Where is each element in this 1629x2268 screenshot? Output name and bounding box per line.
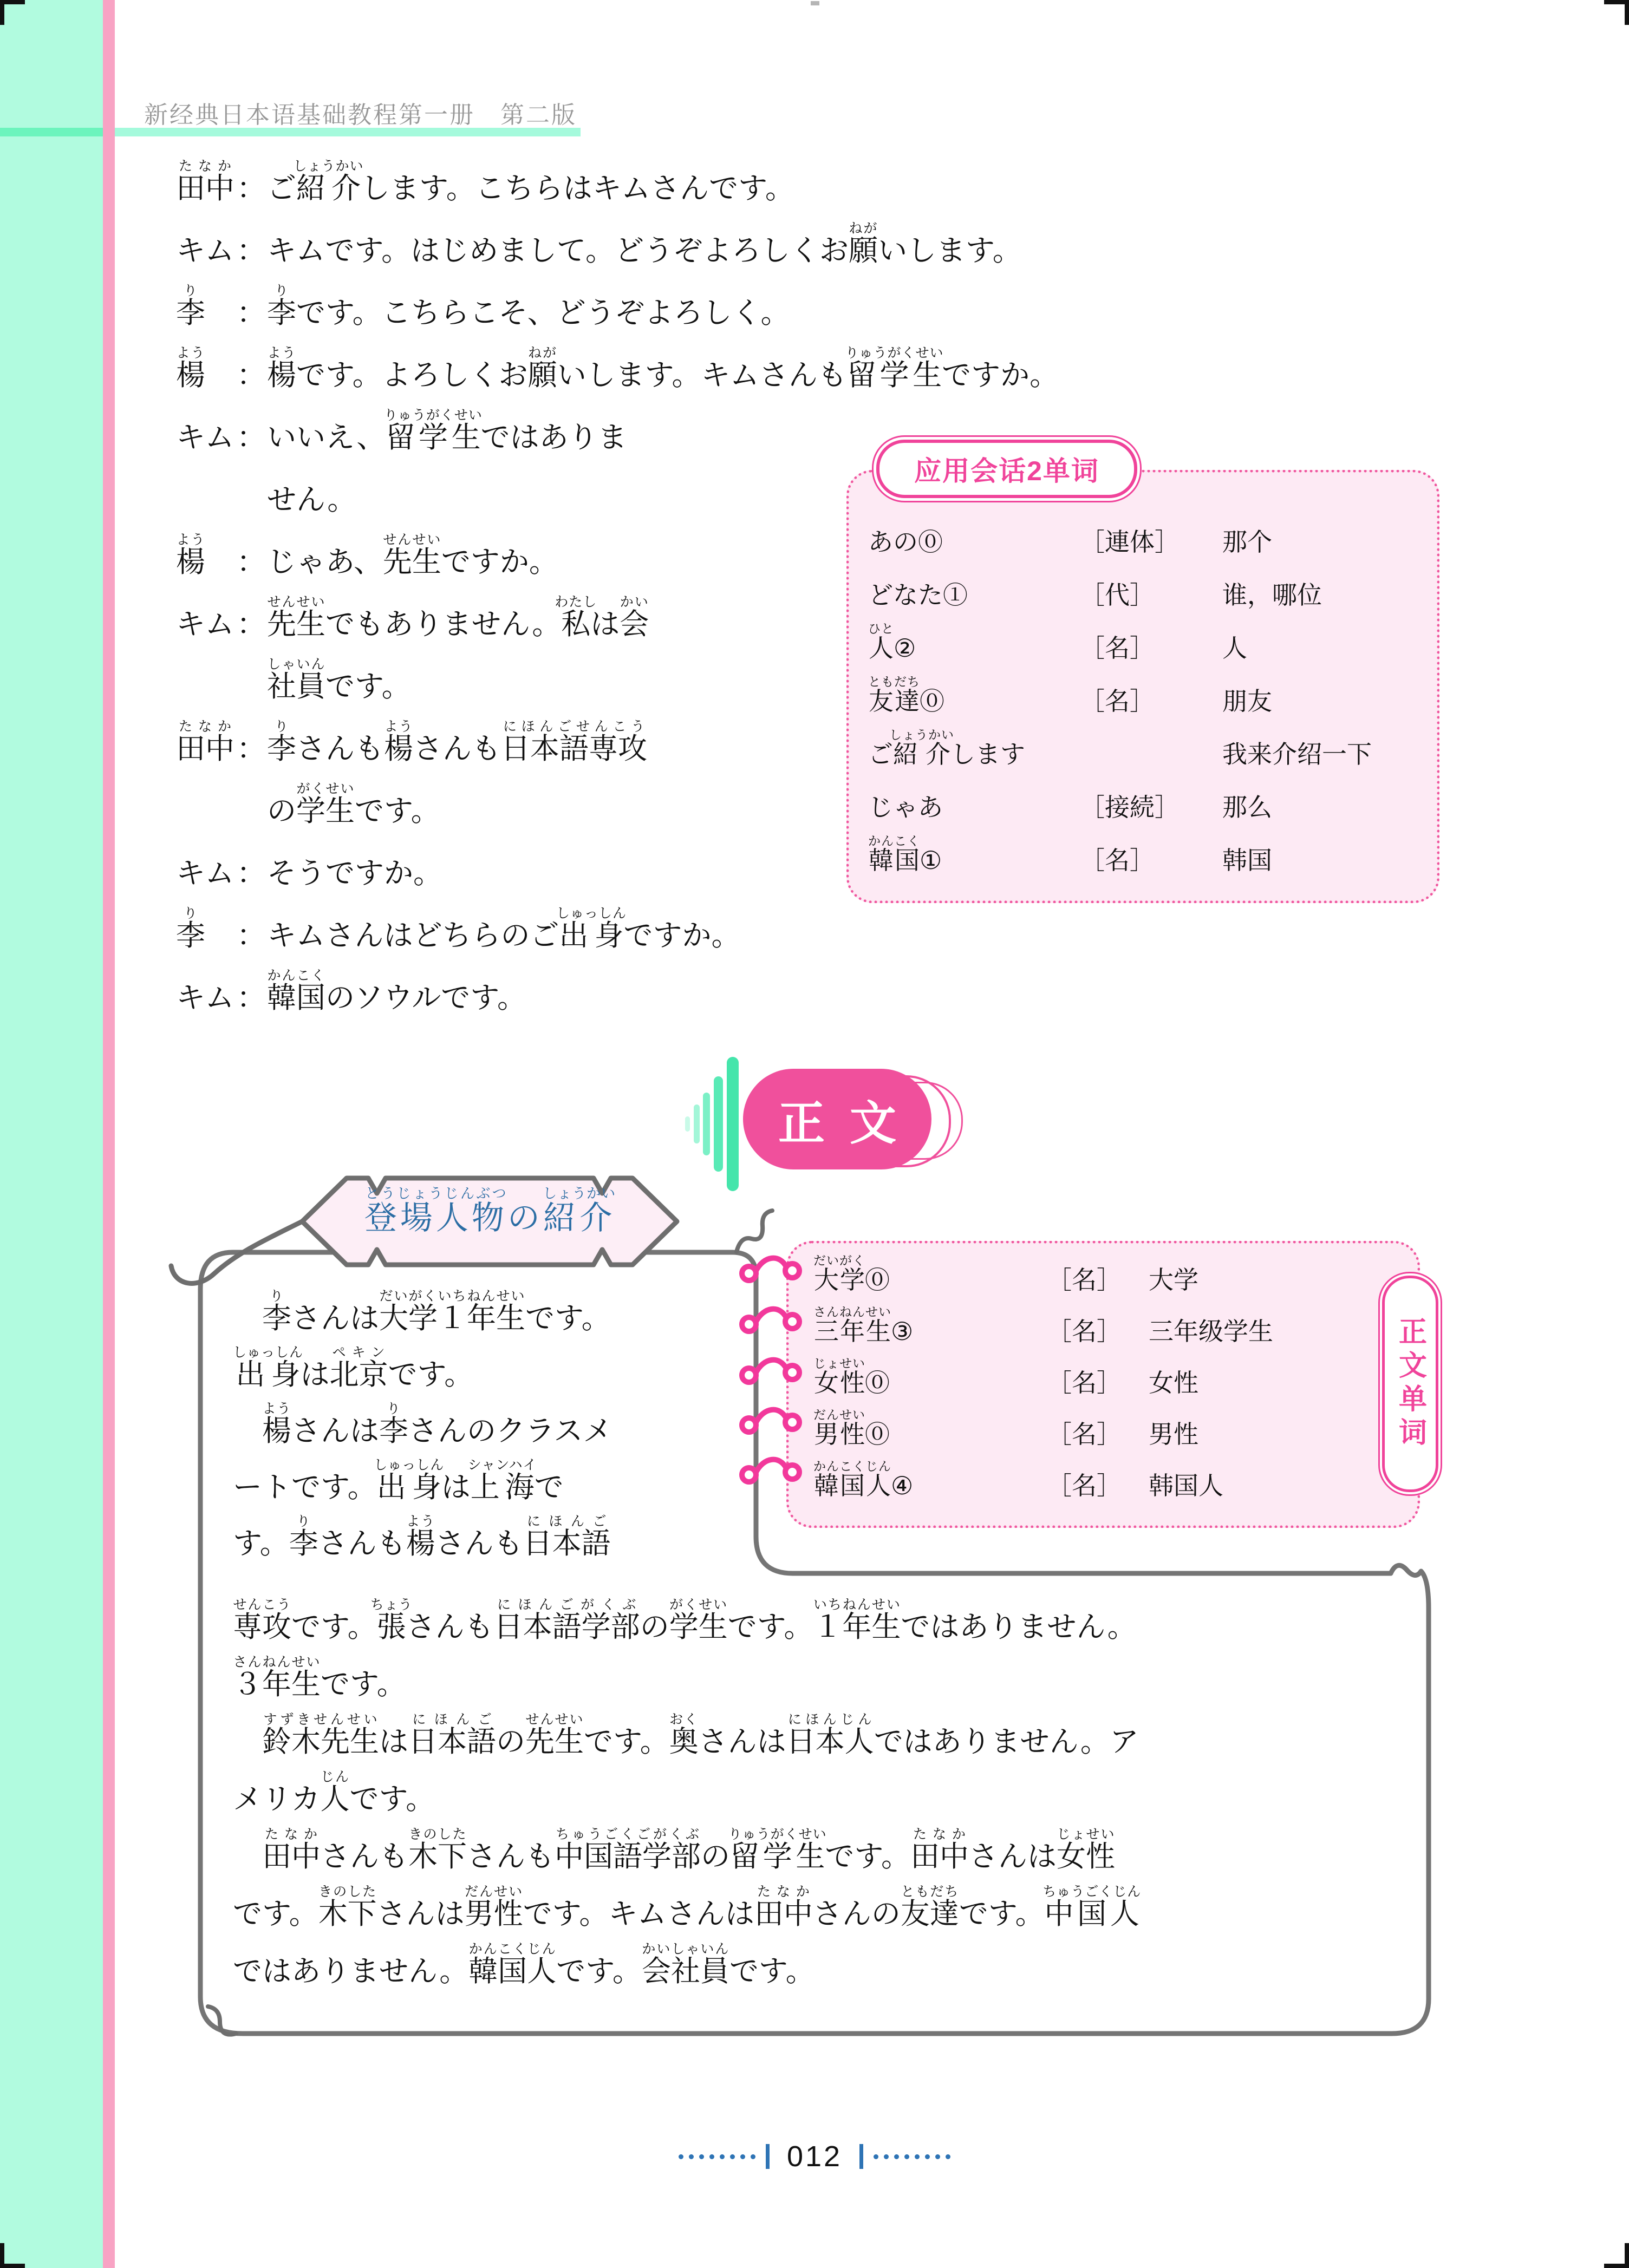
- dialogue-text: の学生がくせいです。: [267, 781, 440, 828]
- vocab-meaning: 韩国: [1222, 846, 1272, 875]
- vocab-meaning: 男性: [1149, 1420, 1198, 1449]
- dialogue-colon: ：: [237, 296, 266, 330]
- vocab-pos: ［名］: [1047, 1317, 1122, 1346]
- page-dot-icon: [689, 2154, 694, 2159]
- main-text-line: メリカ人じんです。: [233, 1769, 435, 1816]
- vocab-pos: ［名］: [1047, 1420, 1122, 1449]
- vocab-pos: ［連体］: [1080, 527, 1180, 557]
- vocab-word: 女性じょせい⓪: [813, 1357, 890, 1397]
- vocab-word: 人ひと②: [868, 622, 916, 663]
- dialogue-text: キムさんはどちらのご出身しゅっしんですか。: [267, 905, 741, 952]
- dialogue-colon: ：: [237, 731, 266, 766]
- dialogue-speaker: キム: [176, 420, 234, 454]
- page-dot-icon: [946, 2154, 950, 2159]
- vocab-meaning: 韩国人: [1149, 1471, 1223, 1500]
- main-text-line: 出身しゅっしんは北京ペキンです。: [233, 1344, 474, 1391]
- main-text-line: 李りさんは大学だいがく１年生いちねんせいです。: [262, 1288, 611, 1335]
- dialogue-text: 楊ようです。よろしくお願ねがいします。キムさんも留学生りゅうがくせいですか。: [267, 345, 1059, 392]
- main-text-line: です。木下きのしたさんは男性だんせいです。キムさんは田中たなかさんの友達ともだちです。中国人ちゅうごくじん: [233, 1884, 1142, 1931]
- vocab-word: 韓国人かんこくじん④: [813, 1460, 914, 1500]
- page-dot-icon: [679, 2154, 683, 2159]
- dialogue-colon: ：: [237, 607, 266, 641]
- dialogue-text: 先生せんせいでもありません。私わたしは会かい: [267, 594, 649, 641]
- section-badge: 正文: [743, 1069, 931, 1169]
- vocab-pos: ［代］: [1080, 580, 1155, 610]
- dialogue-colon: ：: [237, 358, 266, 392]
- page-dot-icon: [751, 2154, 755, 2159]
- vocab-pos: ［名］: [1080, 633, 1155, 663]
- page-dot-icon: [740, 2154, 745, 2159]
- vocab-meaning: 我来介绍一下: [1222, 740, 1372, 769]
- vocab-word: 男性だんせい⓪: [813, 1408, 890, 1449]
- main-text-line: 専攻せんこうです。張ちょうさんも日本語学部にほんごがくぶの学生がくせいです。１年生いちねんせいではありません。: [233, 1597, 1137, 1644]
- page-dot-icon: [915, 2154, 920, 2159]
- page-dot-icon: [894, 2154, 899, 2159]
- vocab-meaning: 女性: [1149, 1368, 1198, 1397]
- vocab-word: 友達ともだち⓪: [868, 675, 944, 716]
- vocab-meaning: 朋友: [1222, 687, 1272, 716]
- vocab-word: 大学だいがく⓪: [813, 1254, 890, 1295]
- vocab-meaning: 那么: [1222, 793, 1272, 822]
- stitch-link-icon: [742, 1418, 756, 1432]
- page-number: 012: [786, 2140, 843, 2173]
- vocab-pos: ［名］: [1080, 687, 1155, 716]
- page-bar-icon: [859, 2144, 863, 2169]
- page-bar-icon: [766, 2144, 770, 2169]
- dialogue-text: せん。: [267, 482, 357, 517]
- dialogue-text: そうですか。: [267, 856, 442, 890]
- dialogue-speaker: キム: [176, 981, 234, 1015]
- vocab-word: じゃあ: [868, 793, 943, 822]
- footer: [652, 2140, 977, 2173]
- dialogue-text: 社員しゃいんです。: [267, 656, 411, 703]
- dialogue-colon: ：: [237, 981, 266, 1015]
- dialogue-text: じゃあ、先生せんせいですか。: [267, 532, 558, 579]
- vocab-pos: ［名］: [1047, 1471, 1122, 1500]
- main-text-line: 田中たなかさんも木下きのしたさんも中国語学部ちゅうごくごがくぶの留学生りゅうがくせいです。田中たなかさんは女性じょせい: [262, 1826, 1116, 1873]
- stitch-link-icon: [742, 1468, 756, 1482]
- main-text-line: ではありません。韓国人かんこくじんです。会社員かいしゃいんです。: [233, 1941, 815, 1988]
- stitch-link-icon: [755, 1460, 786, 1473]
- vocab-pos: ［名］: [1047, 1368, 1122, 1397]
- vocab-word: 韓国かんこく①: [868, 834, 942, 875]
- dialogue-speaker: 田中たなか: [176, 718, 234, 766]
- vocab-meaning: 三年级学生: [1149, 1317, 1273, 1346]
- vocab-word: ご紹介しょうかいします: [868, 728, 1025, 769]
- vocab-meaning: 大学: [1149, 1265, 1198, 1295]
- vocab-pos: ［名］: [1080, 846, 1155, 875]
- book-title-header: 新经典日本语基础教程第一册 第二版: [144, 102, 577, 128]
- dialogue-speaker: キム: [176, 607, 234, 641]
- main-text-line: 鈴木先生すずきせんせいは日本語にほんごの先生せんせいです。奥おくさんは日本人にほんじんではありません。ア: [262, 1711, 1139, 1759]
- page-dot-icon: [935, 2154, 940, 2159]
- vocab-meaning: 人: [1222, 633, 1247, 663]
- page-dot-icon: [884, 2154, 889, 2159]
- dialogue-speaker: 李り: [176, 905, 205, 952]
- dialogue-colon: ：: [237, 420, 266, 454]
- stitch-link-icon: [742, 1368, 756, 1382]
- dialogue-colon: ：: [237, 545, 266, 579]
- main-text-line: す。李りさんも楊ようさんも日本語にほんご: [233, 1513, 611, 1560]
- page-dot-icon: [730, 2154, 735, 2159]
- vocab-meaning: 谁，哪位: [1222, 580, 1322, 610]
- stitch-link-icon: [742, 1317, 756, 1331]
- dialogue-speaker: 楊よう: [176, 345, 205, 392]
- dialogue-speaker: 楊よう: [176, 532, 205, 579]
- banner-label: 登場人物とうじょうじんぶつの紹介しょうかい: [364, 1186, 616, 1237]
- vocab-word: どなた①: [868, 580, 968, 610]
- vocab-meaning: 那个: [1222, 527, 1272, 557]
- vocab-pos: ［名］: [1047, 1265, 1122, 1295]
- dialogue-text: 韓国かんこくのソウルです。: [267, 968, 526, 1015]
- page-dot-icon: [699, 2154, 704, 2159]
- main-vocab-title: 正文单词: [1382, 1276, 1438, 1492]
- dialogue-speaker: キム: [176, 856, 234, 890]
- stitch-link-icon: [742, 1266, 756, 1280]
- dialogue-colon: ：: [237, 856, 266, 890]
- vocab-pos: ［接続］: [1080, 793, 1180, 822]
- page-dot-icon: [874, 2154, 878, 2159]
- vocab-word: 三年生さんねんせい③: [813, 1305, 914, 1346]
- dialogue-colon: ：: [237, 171, 266, 205]
- vocab-word: あの⓪: [868, 527, 943, 557]
- main-text-line: ートです。出身しゅっしんは上海シャンハイで: [233, 1457, 564, 1504]
- dialogue-speaker: キム: [176, 233, 234, 267]
- dialogue-speaker: 田中たなか: [176, 158, 234, 205]
- main-text-line: 楊ようさんは李りさんのクラスメ: [262, 1401, 612, 1448]
- dialogue-vocab-title: 应用会话2单词: [876, 440, 1137, 498]
- dialogue-text: ご紹介しょうかいします。こちらはキムさんです。: [267, 158, 794, 205]
- page-dot-icon: [925, 2154, 930, 2159]
- stitch-link-icon: [755, 1410, 786, 1423]
- dialogue-colon: ：: [237, 918, 266, 952]
- page-dot-icon: [709, 2154, 714, 2159]
- main-text-line: ３年生さんねんせいです。: [233, 1654, 406, 1701]
- page-dot-icon: [720, 2154, 725, 2159]
- dialogue-colon: ：: [237, 233, 266, 267]
- dialogue-speaker: 李り: [176, 283, 205, 330]
- stitch-link-icon: [755, 1309, 786, 1323]
- dialogue-text: キムです。はじめまして。どうぞよろしくお願ねがいします。: [267, 220, 1022, 267]
- dialogue-text: 李りさんも楊ようさんも日本語専攻にほんごせんこう: [267, 718, 647, 766]
- stitch-link-icon: [755, 1258, 786, 1272]
- stitch-link-icon: [755, 1360, 786, 1374]
- dialogue-text: いいえ、留学生りゅうがくせいではありま: [267, 407, 627, 454]
- dialogue-text: 李りです。こちらこそ、どうぞよろしく。: [267, 283, 790, 330]
- page-dot-icon: [904, 2154, 909, 2159]
